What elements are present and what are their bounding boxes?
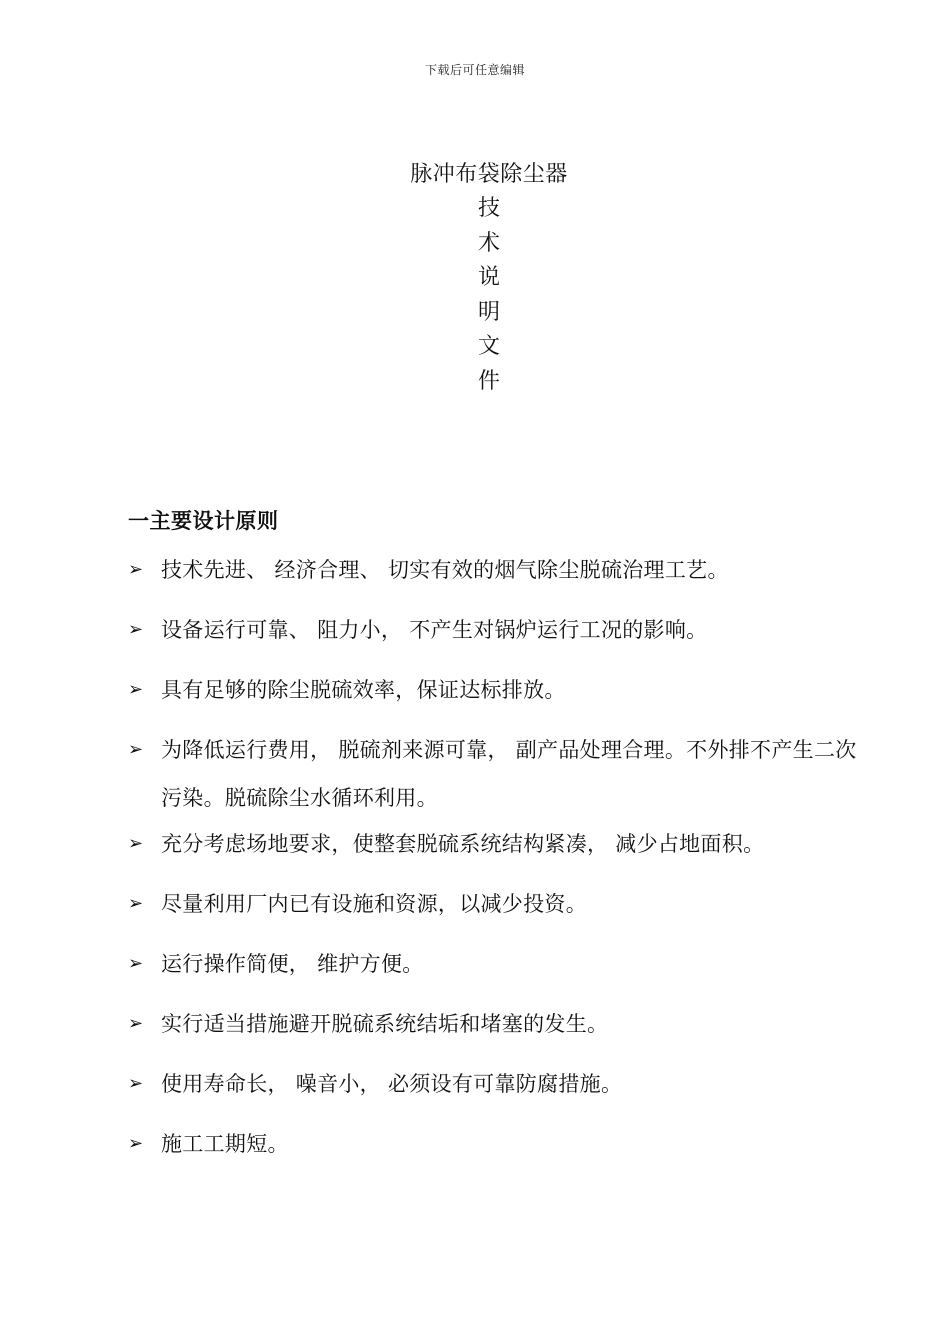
section-heading: 一主要设计原则 (128, 509, 279, 533)
arrowhead-bullet-icon: ➢ (128, 833, 144, 854)
list-item (128, 606, 868, 654)
arrowhead-bullet-icon: ➢ (128, 619, 144, 640)
list-item-text: 为降低运行费用， 脱硫剂来源可靠， 副产品处理合理。不外排不产生二次污染。脱硫除尘水循环利用。 (161, 738, 857, 810)
list-item (128, 880, 868, 928)
list-item-text: 充分考虑场地要求，使整套脱硫系统结构紧凑， 减少占地面积。 (161, 832, 765, 856)
list-item (128, 546, 868, 594)
list-item-text: 运行操作简便， 维护方便。 (161, 952, 424, 976)
arrowhead-bullet-icon: ➢ (128, 1013, 144, 1034)
title-char: 术 (477, 230, 500, 256)
list-item (128, 820, 868, 868)
arrowhead-bullet-icon: ➢ (128, 679, 144, 700)
title-char: 明 (477, 299, 500, 325)
title-char: 件 (477, 368, 500, 394)
list-item (128, 726, 868, 822)
title-char: 技 (477, 196, 500, 221)
list-item-text: 设备运行可靠、 阻力小， 不产生对锅炉运行工况的影响。 (161, 618, 708, 642)
arrowhead-bullet-icon: ➢ (128, 1073, 144, 1094)
title-main: 脉冲布袋除尘器 (410, 162, 568, 187)
arrowhead-bullet-icon: ➢ (128, 893, 144, 914)
title-char: 说 (477, 265, 500, 290)
list-item-text: 实行适当措施避开脱硫系统结垢和堵塞的发生。 (161, 1012, 609, 1036)
arrowhead-bullet-icon: ➢ (128, 953, 144, 974)
list-item-text: 使用寿命长， 噪音小， 必须设有可靠防腐措施。 (161, 1072, 623, 1096)
list-item (128, 940, 868, 988)
list-item (128, 1060, 868, 1108)
arrowhead-bullet-icon: ➢ (128, 1133, 144, 1154)
list-item-text: 尽量利用厂内已有设施和资源，以减少投资。 (161, 892, 587, 916)
page-header: 下载后可任意编辑 (424, 63, 525, 77)
document-title (0, 158, 950, 399)
list-item-text: 具有足够的除尘脱硫效率，保证达标排放。 (161, 678, 566, 702)
principles-list (128, 546, 868, 1180)
list-item (128, 1120, 868, 1168)
list-item (128, 1000, 868, 1048)
arrowhead-bullet-icon: ➢ (128, 559, 144, 580)
list-item (128, 666, 868, 714)
arrowhead-bullet-icon: ➢ (128, 739, 144, 760)
list-item-text: 技术先进、 经济合理、 切实有效的烟气除尘脱硫治理工艺。 (161, 558, 729, 582)
title-char: 文 (477, 334, 500, 359)
list-item-text: 施工工期短。 (161, 1132, 289, 1156)
